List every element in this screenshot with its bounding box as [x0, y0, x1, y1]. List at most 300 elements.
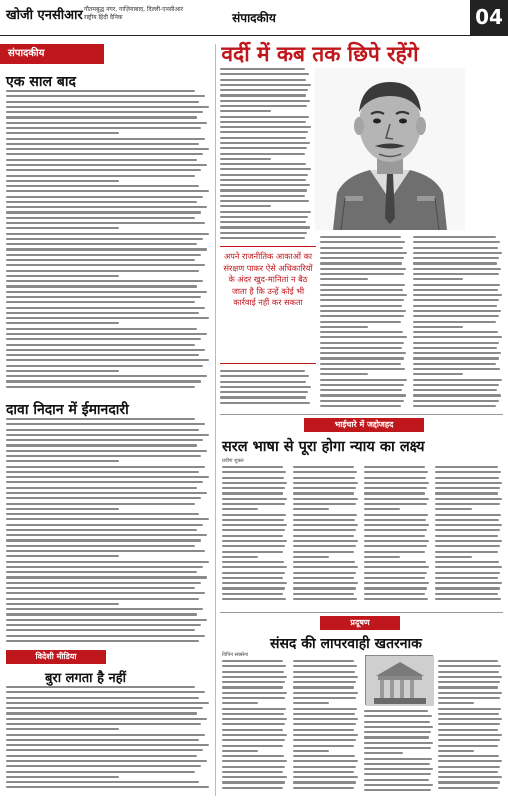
text-line	[6, 248, 207, 250]
text-line	[6, 190, 209, 192]
text-line	[364, 482, 429, 484]
text-line	[364, 747, 431, 749]
text-line	[293, 660, 354, 662]
masthead-meta-line1: गौतमबुद्ध नगर, गाज़ियाबाद, दिल्ली-एनसीआर	[84, 6, 184, 13]
text-line	[293, 723, 356, 725]
text-line	[220, 68, 305, 70]
text-line	[222, 776, 287, 778]
text-line	[293, 776, 358, 778]
text-line	[222, 713, 284, 715]
text-line	[435, 582, 502, 584]
bottom-headline: संसद की लापरवाही खतरनाक	[270, 636, 422, 652]
mid-top-rule	[220, 414, 503, 415]
text-line	[6, 322, 119, 324]
text-line	[435, 577, 498, 579]
text-line	[6, 476, 209, 478]
text-line	[413, 289, 498, 291]
text-line	[6, 529, 197, 531]
text-line	[293, 587, 356, 589]
text-line	[364, 529, 427, 531]
text-line	[435, 572, 500, 574]
text-line	[293, 686, 354, 688]
text-line	[222, 466, 283, 468]
text-line	[435, 598, 501, 600]
text-line	[364, 758, 432, 760]
text-line	[293, 598, 357, 600]
text-line	[222, 755, 284, 757]
text-line	[364, 731, 431, 733]
text-line	[438, 776, 502, 778]
mid-article-col4	[435, 466, 503, 608]
text-line	[6, 354, 199, 356]
text-line	[293, 556, 329, 558]
text-line	[6, 211, 201, 213]
text-line	[220, 184, 310, 186]
text-line	[320, 315, 404, 317]
text-line	[6, 349, 205, 351]
text-line	[222, 503, 285, 505]
text-line	[435, 545, 500, 547]
text-line	[293, 577, 354, 579]
text-line	[222, 766, 285, 768]
text-line	[6, 481, 203, 483]
text-line	[413, 299, 499, 301]
text-line	[438, 676, 502, 678]
text-line	[413, 405, 496, 407]
text-line	[6, 243, 197, 245]
text-line	[438, 766, 500, 768]
text-line	[222, 492, 283, 494]
page-number: 04	[470, 0, 508, 35]
text-line	[222, 702, 258, 704]
text-line	[6, 707, 203, 709]
text-line	[222, 561, 284, 563]
text-line	[6, 312, 199, 314]
newspaper-logo: खोजी एनसीआर	[6, 8, 83, 23]
text-line	[6, 744, 209, 746]
text-line	[413, 257, 499, 259]
bottom-ribbon: प्रदूषण	[320, 616, 400, 630]
text-line	[222, 487, 285, 489]
text-line	[364, 503, 427, 505]
text-line	[222, 734, 287, 736]
text-line	[364, 572, 427, 574]
text-line	[293, 676, 358, 678]
text-line	[320, 368, 405, 370]
text-line	[222, 692, 287, 694]
text-line	[222, 781, 285, 783]
text-line	[6, 307, 205, 309]
text-line	[293, 697, 356, 699]
text-line	[6, 697, 199, 699]
text-line	[364, 742, 433, 744]
text-line	[413, 310, 501, 312]
text-line	[220, 216, 308, 218]
text-line	[6, 608, 203, 610]
text-line	[320, 252, 407, 254]
text-line	[364, 498, 429, 500]
text-line	[6, 508, 119, 510]
text-line	[220, 168, 311, 170]
text-line	[222, 582, 287, 584]
text-line	[220, 153, 305, 155]
text-line	[6, 629, 195, 631]
text-line	[6, 106, 209, 108]
text-line	[435, 492, 498, 494]
text-line	[6, 444, 197, 446]
text-line	[293, 477, 355, 479]
text-line	[293, 729, 354, 731]
text-line	[6, 619, 207, 621]
text-line	[6, 635, 205, 637]
text-line	[364, 779, 429, 781]
text-line	[293, 514, 357, 516]
text-line	[6, 739, 199, 741]
text-line	[220, 195, 305, 197]
text-line	[438, 660, 498, 662]
text-line	[413, 336, 502, 338]
text-line	[6, 344, 195, 346]
text-line	[220, 110, 271, 112]
text-line	[320, 321, 401, 323]
text-line	[364, 593, 425, 595]
text-line	[6, 450, 207, 452]
text-line	[220, 131, 308, 133]
col1-ribbon: विदेशी मीडिया	[6, 650, 106, 664]
text-line	[6, 116, 197, 118]
text-line	[364, 789, 431, 791]
text-line	[364, 768, 433, 770]
text-line	[6, 718, 207, 720]
text-line	[293, 582, 358, 584]
text-line	[364, 471, 428, 473]
text-line	[220, 121, 306, 123]
text-line	[293, 760, 358, 762]
text-line	[222, 665, 286, 667]
text-line	[413, 400, 499, 402]
text-line	[6, 503, 195, 505]
text-line	[413, 278, 463, 280]
text-line	[6, 539, 201, 541]
text-line	[6, 576, 207, 578]
text-line	[413, 331, 498, 333]
text-line	[320, 257, 404, 259]
text-line	[220, 200, 309, 202]
text-line	[413, 326, 463, 328]
text-line	[6, 238, 203, 240]
text-line	[222, 551, 283, 553]
text-line	[222, 723, 285, 725]
text-line	[6, 222, 205, 224]
text-line	[293, 508, 329, 510]
text-line	[6, 781, 199, 783]
text-line	[6, 418, 195, 420]
text-line	[413, 352, 501, 354]
text-line	[6, 153, 203, 155]
text-line	[222, 745, 283, 747]
text-line	[320, 236, 401, 238]
text-line	[438, 745, 498, 747]
text-line	[293, 551, 354, 553]
text-line	[320, 278, 368, 280]
text-line	[6, 132, 119, 134]
text-line	[6, 429, 199, 431]
text-line	[438, 697, 500, 699]
text-line	[6, 122, 207, 124]
text-line	[413, 389, 497, 391]
text-line	[364, 514, 428, 516]
text-line	[320, 342, 404, 344]
text-line	[222, 508, 258, 510]
text-line	[413, 252, 502, 254]
text-line	[220, 386, 311, 388]
main-article-text-b	[220, 370, 312, 410]
text-line	[6, 138, 205, 140]
text-line	[6, 460, 119, 462]
text-line	[413, 315, 499, 317]
text-line	[222, 471, 286, 473]
text-line	[413, 273, 499, 275]
text-line	[320, 284, 405, 286]
text-line	[413, 305, 497, 307]
text-line	[6, 555, 119, 557]
text-line	[293, 708, 357, 710]
text-line	[6, 201, 197, 203]
masthead	[0, 0, 508, 36]
text-line	[6, 624, 201, 626]
text-line	[222, 572, 285, 574]
text-line	[438, 681, 500, 683]
text-line	[220, 226, 310, 228]
text-line	[222, 718, 287, 720]
text-line	[364, 721, 430, 723]
text-line	[364, 598, 428, 600]
text-line	[293, 482, 358, 484]
bottom-top-rule	[220, 612, 503, 613]
text-line	[6, 359, 209, 361]
text-line	[220, 163, 306, 165]
text-line	[6, 749, 203, 751]
text-line	[293, 681, 356, 683]
text-line	[222, 671, 284, 673]
main-headline: वर्दी में कब तक छिपे रहेंगे	[221, 42, 419, 66]
text-line	[320, 405, 401, 407]
text-line	[222, 598, 286, 600]
text-line	[6, 217, 195, 219]
text-line	[320, 331, 403, 333]
text-line	[364, 556, 400, 558]
text-line	[293, 503, 356, 505]
text-line	[413, 368, 500, 370]
text-line	[6, 175, 195, 177]
text-line	[435, 587, 500, 589]
text-line	[413, 321, 496, 323]
text-line	[293, 492, 354, 494]
col1-article-1-text	[6, 90, 211, 395]
text-line	[6, 765, 201, 767]
text-line	[413, 294, 502, 296]
text-line	[6, 180, 119, 182]
text-line	[220, 237, 305, 239]
text-line	[6, 497, 201, 499]
text-line	[438, 781, 500, 783]
text-line	[413, 394, 501, 396]
text-line	[220, 396, 306, 398]
text-line	[222, 477, 284, 479]
text-line	[6, 380, 201, 382]
text-line	[293, 566, 358, 568]
text-line	[320, 262, 402, 264]
text-line	[435, 466, 498, 468]
text-line	[435, 524, 502, 526]
text-line	[320, 241, 405, 243]
text-line	[6, 550, 205, 552]
text-line	[6, 333, 207, 335]
text-line	[6, 365, 203, 367]
text-line	[6, 545, 195, 547]
text-line	[222, 529, 285, 531]
text-line	[6, 206, 207, 208]
text-line	[293, 755, 355, 757]
text-line	[6, 90, 195, 92]
text-line	[293, 771, 354, 773]
mid-article-col2	[293, 466, 359, 608]
text-line	[438, 729, 498, 731]
text-line	[293, 545, 356, 547]
text-line	[364, 561, 426, 563]
text-line	[220, 375, 309, 377]
text-line	[320, 347, 402, 349]
text-line	[220, 84, 311, 86]
text-line	[438, 760, 502, 762]
col1-article-3-text	[6, 686, 211, 796]
text-line	[320, 299, 404, 301]
text-line	[222, 697, 285, 699]
text-line	[220, 126, 311, 128]
col1-headline-2: दावा निदान में ईमानदारी	[6, 402, 129, 418]
text-line	[435, 561, 499, 563]
text-line	[220, 232, 307, 234]
text-line	[222, 708, 286, 710]
text-line	[413, 373, 463, 375]
text-line	[222, 771, 283, 773]
text-line	[222, 593, 283, 595]
text-line	[293, 593, 354, 595]
text-line	[6, 159, 197, 161]
text-line	[222, 556, 258, 558]
text-line	[6, 582, 201, 584]
text-line	[438, 665, 501, 667]
text-line	[438, 734, 502, 736]
text-line	[293, 519, 355, 521]
main-article-text-a	[220, 68, 312, 243]
text-line	[6, 487, 197, 489]
text-line	[6, 328, 197, 330]
text-line	[6, 275, 119, 277]
text-line	[6, 455, 201, 457]
text-line	[438, 718, 502, 720]
text-line	[293, 745, 354, 747]
text-line	[6, 587, 195, 589]
text-line	[6, 127, 201, 129]
text-line	[6, 95, 205, 97]
text-line	[293, 529, 356, 531]
mid-ribbon: भाईचारे में जद्दोजहद	[304, 418, 424, 432]
main-article-text-d	[413, 236, 503, 411]
text-line	[364, 519, 426, 521]
text-line	[6, 185, 199, 187]
text-line	[435, 514, 501, 516]
text-line	[435, 529, 500, 531]
text-line	[320, 379, 407, 381]
text-line	[435, 566, 502, 568]
text-line	[6, 375, 207, 377]
text-line	[220, 179, 306, 181]
text-line	[6, 317, 209, 319]
text-line	[364, 477, 426, 479]
text-line	[293, 665, 357, 667]
text-line	[438, 708, 501, 710]
text-line	[222, 545, 285, 547]
text-line	[293, 561, 355, 563]
text-line	[6, 143, 199, 145]
text-line	[435, 551, 498, 553]
text-line	[6, 492, 207, 494]
bottom-article-col4	[438, 660, 503, 796]
text-line	[6, 338, 201, 340]
text-line	[220, 100, 310, 102]
text-line	[222, 787, 283, 789]
text-line	[364, 736, 429, 738]
text-line	[222, 676, 287, 678]
main-article-text-c	[320, 236, 408, 411]
text-line	[6, 254, 201, 256]
text-line	[222, 660, 283, 662]
text-line	[320, 273, 404, 275]
text-line	[364, 492, 425, 494]
text-line	[435, 498, 502, 500]
supreme-court-photo-svg	[366, 656, 434, 706]
text-line	[413, 241, 500, 243]
text-line	[293, 781, 356, 783]
text-line	[435, 487, 500, 489]
text-line	[6, 296, 201, 298]
text-line	[222, 535, 283, 537]
text-line	[320, 389, 402, 391]
text-line	[435, 471, 501, 473]
text-line	[293, 671, 355, 673]
text-line	[320, 394, 406, 396]
text-line	[222, 750, 258, 752]
text-line	[6, 513, 199, 515]
text-line	[413, 247, 498, 249]
supreme-court-photo	[365, 655, 433, 705]
text-line	[6, 686, 195, 688]
text-line	[6, 518, 209, 520]
text-line	[6, 598, 199, 600]
portrait-sketch	[315, 68, 465, 230]
text-line	[320, 363, 401, 365]
text-line	[320, 336, 407, 338]
text-line	[6, 169, 201, 171]
text-line	[438, 771, 498, 773]
text-line	[6, 148, 209, 150]
text-line	[364, 466, 425, 468]
text-line	[438, 686, 498, 688]
text-line	[220, 370, 305, 372]
text-line	[293, 487, 356, 489]
text-line	[6, 640, 199, 642]
